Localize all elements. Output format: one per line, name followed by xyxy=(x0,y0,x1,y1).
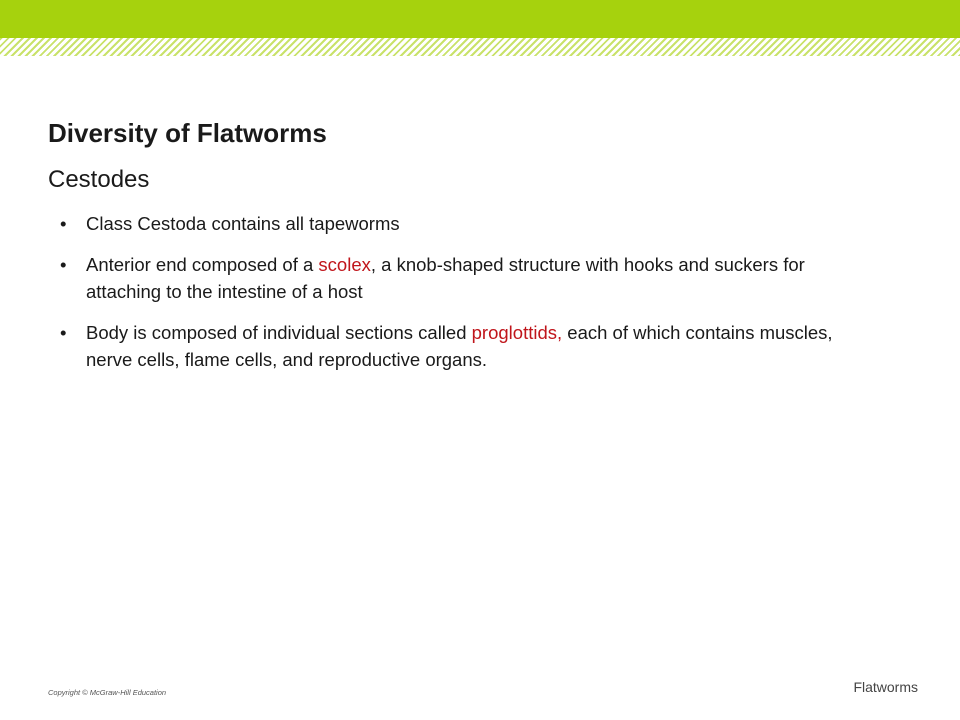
bullet-text-continued: each of which contains muscles, nerve cells, flame cells, and reproductive organs. xyxy=(86,322,833,370)
bullet-text: Class Cestoda contains all tapeworms xyxy=(86,213,400,234)
top-green-band xyxy=(0,0,960,38)
bullet-highlight-term: proglottids, xyxy=(471,322,563,343)
bullet-text: Anterior end composed of a xyxy=(86,254,319,275)
copyright-notice: Copyright © McGraw-Hill Education xyxy=(48,688,167,697)
bullet-item xyxy=(60,319,860,373)
bullet-dot-icon: • xyxy=(60,254,67,275)
slide-title: Diversity of Flatworms xyxy=(48,118,327,148)
bullet-dot-icon: • xyxy=(60,322,67,343)
bullet-list xyxy=(60,210,860,387)
bullet-highlight-term: scolex xyxy=(318,254,371,275)
slide-subtitle: Cestodes xyxy=(48,166,150,193)
bullet-text-continued: , a knob-shaped structure with hooks and suckers for attaching to the intestine of a host xyxy=(86,254,805,302)
footer-topic-label: Flatworms xyxy=(853,679,918,695)
hatched-stripe-band xyxy=(0,38,960,56)
bullet-item xyxy=(60,210,860,237)
bullet-item xyxy=(60,251,860,305)
bullet-dot-icon: • xyxy=(60,213,67,234)
bullet-text: Body is composed of individual sections called xyxy=(86,322,472,343)
